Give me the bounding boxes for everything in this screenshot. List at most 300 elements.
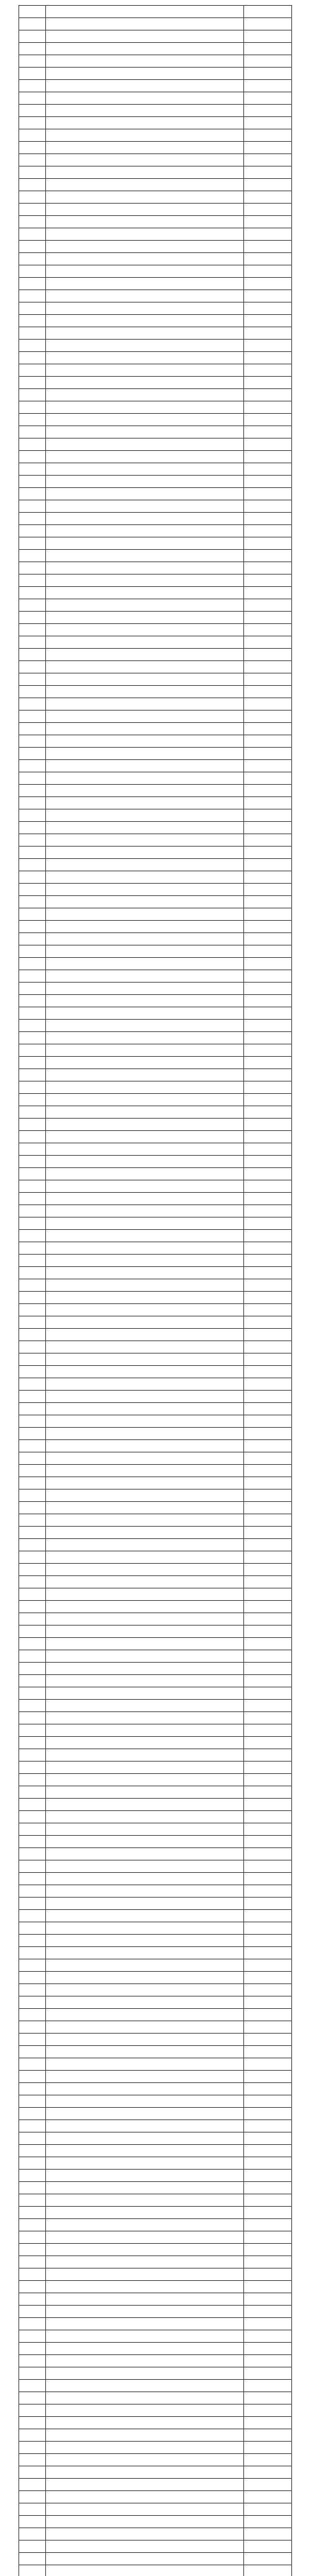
region-tag (244, 2553, 292, 2565)
row-index (19, 1650, 46, 1662)
row-index (19, 1588, 46, 1600)
region-tag (244, 290, 292, 302)
region-tag (244, 1267, 292, 1279)
region-tag (244, 1044, 292, 1056)
company-name (46, 1341, 244, 1353)
company-name (46, 2540, 244, 2552)
table-row (19, 340, 292, 352)
table-row (19, 1489, 292, 1502)
row-index (19, 327, 46, 339)
row-index (19, 1020, 46, 1031)
table-row (19, 562, 292, 574)
company-name (46, 908, 244, 920)
region-tag (244, 451, 292, 463)
table-row (19, 945, 292, 958)
company-name (46, 1885, 244, 1897)
region-tag (244, 1588, 292, 1600)
company-name (46, 1527, 244, 1538)
row-index (19, 859, 46, 871)
company-name (46, 2095, 244, 2107)
company-name (46, 1799, 244, 1810)
row-index (19, 2367, 46, 2379)
company-name (46, 204, 244, 215)
company-name (46, 1131, 244, 1143)
company-name (46, 1539, 244, 1551)
row-index (19, 228, 46, 240)
row-index (19, 191, 46, 203)
table-row (19, 2318, 292, 2330)
row-index (19, 1527, 46, 1538)
row-index (19, 735, 46, 747)
region-tag (244, 525, 292, 537)
row-index (19, 1329, 46, 1341)
company-name (46, 290, 244, 302)
table-row (19, 2491, 292, 2503)
company-name (46, 1613, 244, 1625)
region-tag (244, 43, 292, 55)
table-row (19, 1873, 292, 1885)
row-index (19, 1168, 46, 1180)
table-row (19, 2120, 292, 2132)
company-name (46, 166, 244, 178)
row-index (19, 2244, 46, 2256)
table-row (19, 389, 292, 401)
company-name (46, 859, 244, 871)
region-tag (244, 129, 292, 141)
region-tag (244, 785, 292, 796)
table-row (19, 1799, 292, 1811)
table-row (19, 253, 292, 265)
table-row (19, 265, 292, 278)
company-name (46, 2392, 244, 2404)
company-name (46, 760, 244, 772)
row-index (19, 1984, 46, 1996)
region-tag (244, 1650, 292, 1662)
row-index (19, 241, 46, 252)
table-row (19, 2367, 292, 2380)
company-name (46, 2404, 244, 2416)
region-tag (244, 2343, 292, 2354)
company-name (46, 2033, 244, 2045)
company-name (46, 327, 244, 339)
region-tag (244, 809, 292, 821)
table-row (19, 982, 292, 995)
region-tag (244, 2306, 292, 2317)
table-row (19, 1465, 292, 1477)
region-tag (244, 1378, 292, 1390)
company-name (46, 2330, 244, 2342)
table-row (19, 1366, 292, 1378)
row-index (19, 352, 46, 364)
table-row (19, 2021, 292, 2033)
region-tag (244, 1477, 292, 1489)
company-name (46, 624, 244, 636)
company-name (46, 1428, 244, 1439)
table-row (19, 735, 292, 748)
row-index (19, 2207, 46, 2218)
company-name (46, 1118, 244, 1130)
table-row (19, 92, 292, 105)
company-name (46, 2479, 244, 2490)
table-row (19, 401, 292, 414)
region-tag (244, 1094, 292, 1106)
region-tag (244, 278, 292, 290)
company-name (46, 2231, 244, 2243)
table-row (19, 1415, 292, 1428)
region-tag (244, 1415, 292, 1427)
region-tag (244, 1527, 292, 1538)
table-row (19, 2095, 292, 2108)
region-tag (244, 1576, 292, 1588)
table-row (19, 1329, 292, 1341)
row-index (19, 340, 46, 351)
table-row (19, 1267, 292, 1279)
table-row (19, 2528, 292, 2540)
company-name (46, 612, 244, 623)
region-tag (244, 513, 292, 524)
company-name (46, 2380, 244, 2392)
region-tag (244, 389, 292, 401)
table-row (19, 1069, 292, 1081)
row-index (19, 166, 46, 178)
table-row (19, 1180, 292, 1193)
company-name (46, 2009, 244, 2021)
row-index (19, 1032, 46, 1044)
table-row (19, 624, 292, 636)
company-name (46, 1217, 244, 1229)
row-index (19, 1663, 46, 1674)
row-index (19, 846, 46, 858)
region-tag (244, 599, 292, 611)
region-tag (244, 2516, 292, 2528)
table-row (19, 649, 292, 661)
company-name (46, 587, 244, 599)
table-row (19, 686, 292, 698)
row-index (19, 525, 46, 537)
table-row (19, 1687, 292, 1700)
table-row (19, 574, 292, 587)
table-row (19, 2194, 292, 2207)
company-name (46, 253, 244, 265)
region-tag (244, 2491, 292, 2503)
table-row (19, 2170, 292, 2182)
company-name (46, 995, 244, 1007)
company-name (46, 599, 244, 611)
table-row (19, 6, 292, 18)
company-name (46, 1996, 244, 2008)
row-index (19, 1996, 46, 2008)
company-name (46, 1279, 244, 1291)
region-tag (244, 1848, 292, 1860)
company-name (46, 1081, 244, 1093)
table-row (19, 822, 292, 834)
region-tag (244, 2170, 292, 2181)
row-index (19, 2157, 46, 2169)
region-tag (244, 2293, 292, 2305)
table-row (19, 2083, 292, 2095)
table-row (19, 2392, 292, 2404)
row-index (19, 1316, 46, 1328)
row-index (19, 1502, 46, 1514)
region-tag (244, 253, 292, 265)
region-tag (244, 191, 292, 203)
row-index (19, 2281, 46, 2293)
row-index (19, 661, 46, 673)
region-tag (244, 2417, 292, 2429)
company-name (46, 1984, 244, 1996)
row-index (19, 2380, 46, 2392)
table-row (19, 463, 292, 476)
table-row (19, 1156, 292, 1168)
row-index (19, 896, 46, 908)
row-index (19, 1081, 46, 1093)
row-index (19, 1687, 46, 1699)
row-index (19, 377, 46, 388)
region-tag (244, 735, 292, 747)
region-tag (244, 1341, 292, 1353)
row-index (19, 1465, 46, 1477)
row-index (19, 2306, 46, 2317)
table-row (19, 1786, 292, 1799)
region-tag (244, 1279, 292, 1291)
row-index (19, 945, 46, 957)
company-name (46, 1873, 244, 1885)
region-tag (244, 1922, 292, 1934)
table-row (19, 30, 292, 43)
company-name (46, 1625, 244, 1637)
row-index (19, 1341, 46, 1353)
table-row (19, 2219, 292, 2231)
company-name (46, 2516, 244, 2528)
company-name (46, 364, 244, 376)
row-index (19, 1403, 46, 1415)
company-name (46, 1020, 244, 1031)
region-tag (244, 1836, 292, 1848)
region-tag (244, 1749, 292, 1761)
company-name (46, 1922, 244, 1934)
company-name (46, 2058, 244, 2070)
company-name (46, 2132, 244, 2144)
company-name (46, 1057, 244, 1069)
table-row (19, 2157, 292, 2170)
table-row (19, 1118, 292, 1131)
region-tag (244, 352, 292, 364)
region-tag (244, 1230, 292, 1242)
table-row (19, 1885, 292, 1897)
company-name (46, 1811, 244, 1823)
table-row (19, 488, 292, 500)
row-index (19, 1230, 46, 1242)
region-tag (244, 1428, 292, 1439)
table-row (19, 1217, 292, 1230)
table-row (19, 2565, 292, 2576)
region-tag (244, 537, 292, 549)
row-index (19, 463, 46, 475)
region-tag (244, 2058, 292, 2070)
company-name (46, 2157, 244, 2169)
row-index (19, 673, 46, 685)
company-name (46, 846, 244, 858)
table-row (19, 1601, 292, 1613)
table-row (19, 1514, 292, 1527)
region-tag (244, 1811, 292, 1823)
region-tag (244, 710, 292, 722)
company-name (46, 2429, 244, 2441)
region-tag (244, 958, 292, 970)
row-index (19, 1774, 46, 1786)
table-row (19, 1675, 292, 1687)
table-row (19, 1316, 292, 1329)
region-tag (244, 1106, 292, 1118)
region-tag (244, 2071, 292, 2082)
region-tag (244, 1242, 292, 1254)
row-index (19, 1217, 46, 1229)
table-row (19, 1168, 292, 1180)
company-name (46, 1502, 244, 1514)
row-index (19, 1761, 46, 1773)
table-row (19, 1588, 292, 1601)
row-index (19, 2170, 46, 2181)
company-name (46, 1489, 244, 1501)
table-row (19, 748, 292, 760)
table-row (19, 2355, 292, 2367)
table-row (19, 797, 292, 809)
row-index (19, 1477, 46, 1489)
table-row (19, 884, 292, 896)
company-name (46, 2503, 244, 2515)
table-row (19, 1551, 292, 1564)
table-row (19, 550, 292, 562)
row-index (19, 1044, 46, 1056)
company-name (46, 970, 244, 982)
region-tag (244, 92, 292, 104)
row-index (19, 2058, 46, 2070)
region-tag (244, 105, 292, 116)
region-tag (244, 2021, 292, 2033)
row-index (19, 624, 46, 636)
company-name (46, 537, 244, 549)
company-name (46, 1959, 244, 1971)
row-index (19, 2108, 46, 2120)
region-tag (244, 723, 292, 735)
region-tag (244, 1440, 292, 1452)
row-index (19, 253, 46, 265)
table-row (19, 921, 292, 933)
company-name (46, 18, 244, 30)
row-index (19, 1922, 46, 1934)
row-index (19, 389, 46, 401)
table-row (19, 327, 292, 340)
row-index (19, 451, 46, 463)
company-name (46, 1304, 244, 1316)
row-index (19, 2268, 46, 2280)
company-name (46, 562, 244, 574)
row-index (19, 1255, 46, 1266)
table-row (19, 352, 292, 364)
table-row (19, 2058, 292, 2071)
region-tag (244, 2207, 292, 2218)
company-name (46, 513, 244, 524)
region-tag (244, 30, 292, 42)
table-row (19, 1761, 292, 1774)
region-tag (244, 2033, 292, 2045)
row-index (19, 970, 46, 982)
company-name (46, 43, 244, 55)
table-row (19, 636, 292, 649)
company-name (46, 1267, 244, 1279)
row-index (19, 2021, 46, 2033)
row-index (19, 1118, 46, 1130)
table-row (19, 1230, 292, 1242)
table-row (19, 772, 292, 785)
company-name (46, 2170, 244, 2181)
company-name (46, 1675, 244, 1687)
row-index (19, 1292, 46, 1303)
row-index (19, 500, 46, 512)
company-name (46, 2417, 244, 2429)
region-tag (244, 2108, 292, 2120)
table-row (19, 587, 292, 599)
table-row (19, 2442, 292, 2454)
region-tag (244, 649, 292, 660)
table-row (19, 2454, 292, 2466)
company-name (46, 340, 244, 351)
company-name (46, 389, 244, 401)
row-index (19, 204, 46, 215)
row-index (19, 1601, 46, 1613)
region-tag (244, 1403, 292, 1415)
row-index (19, 2565, 46, 2576)
region-tag (244, 2528, 292, 2540)
company-name (46, 1316, 244, 1328)
region-tag (244, 1675, 292, 1687)
table-row (19, 599, 292, 612)
row-index (19, 1156, 46, 1167)
company-name (46, 686, 244, 698)
company-name (46, 1786, 244, 1798)
company-name (46, 1737, 244, 1749)
region-tag (244, 760, 292, 772)
company-name (46, 500, 244, 512)
region-tag (244, 2132, 292, 2144)
row-index (19, 686, 46, 698)
region-tag (244, 228, 292, 240)
company-name (46, 1180, 244, 1192)
company-name (46, 797, 244, 809)
table-row (19, 55, 292, 67)
company-name (46, 1366, 244, 1378)
region-tag (244, 1489, 292, 1501)
table-row (19, 2033, 292, 2046)
row-index (19, 2318, 46, 2330)
row-index (19, 80, 46, 92)
company-name (46, 2491, 244, 2503)
company-name (46, 2293, 244, 2305)
region-tag (244, 265, 292, 277)
region-tag (244, 340, 292, 351)
company-name (46, 117, 244, 129)
table-row (19, 426, 292, 438)
company-name (46, 1143, 244, 1155)
region-tag (244, 2565, 292, 2576)
row-index (19, 772, 46, 784)
region-tag (244, 6, 292, 18)
row-index (19, 2231, 46, 2243)
table-row (19, 1984, 292, 1996)
company-table (19, 5, 292, 2576)
company-name (46, 228, 244, 240)
region-tag (244, 1774, 292, 1786)
